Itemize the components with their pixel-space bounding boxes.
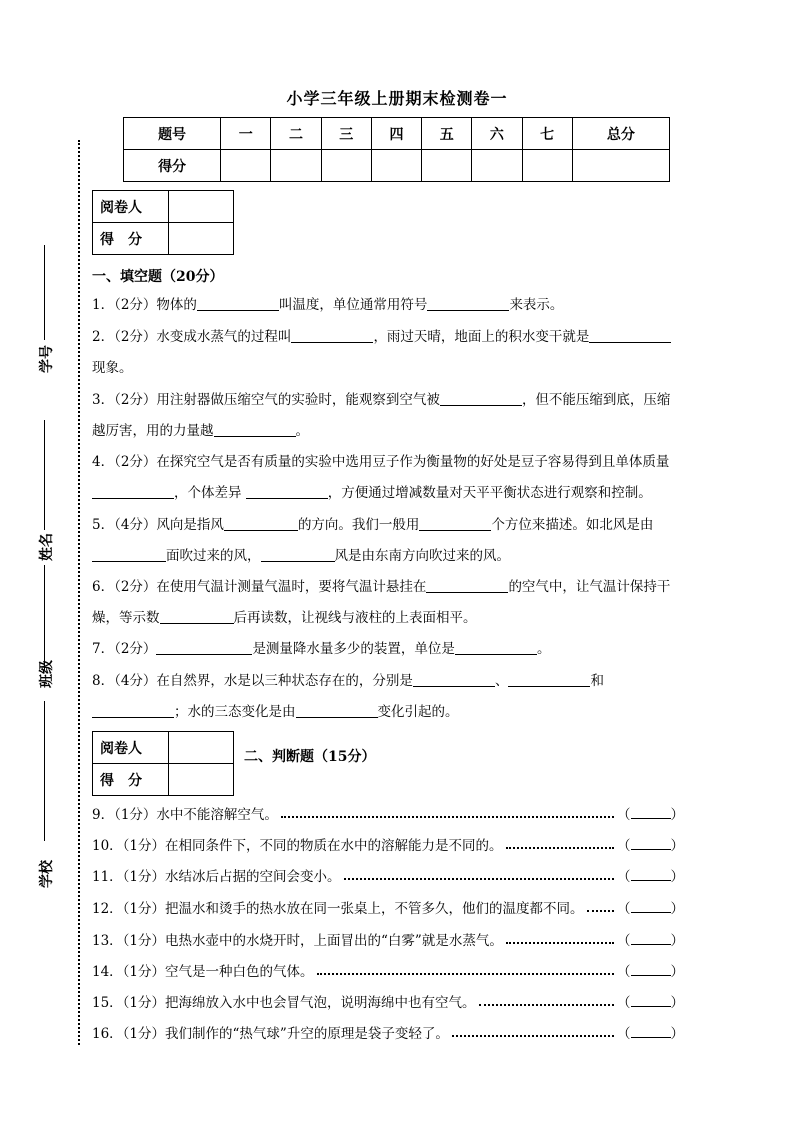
judge-item: 16．（1分）我们制作的“热气球”升空的原理是袋子变轻了。 （ ） [92, 1022, 684, 1042]
fill-blank[interactable] [156, 640, 252, 655]
header-cell: 题号 [124, 118, 221, 150]
leader-dots [479, 996, 614, 1006]
answer-blank[interactable] [631, 866, 671, 881]
side-field-class [28, 660, 62, 725]
fill-blank[interactable] [440, 391, 522, 406]
score-cell[interactable] [271, 150, 321, 182]
fill-blank[interactable] [413, 672, 495, 687]
answer-blank[interactable] [631, 898, 671, 913]
reviewer-box-1 [92, 190, 234, 255]
score-cell[interactable] [371, 150, 421, 182]
header-cell: 六 [472, 118, 522, 150]
fill-blank[interactable] [92, 484, 174, 499]
answer-blank[interactable] [631, 1023, 671, 1038]
header-cell: 二 [271, 118, 321, 150]
side-field-school [28, 860, 62, 905]
fill-blank[interactable] [224, 516, 298, 531]
fill-blank[interactable] [508, 672, 590, 687]
question-line: 燥，等示数 后再读数，让视线与液柱的上表面相平。 [92, 610, 477, 626]
score-cell[interactable] [169, 764, 234, 796]
score-table-score-row [124, 150, 670, 182]
leader-dots [506, 839, 614, 849]
fill-blank[interactable] [426, 578, 508, 593]
fill-blank[interactable] [455, 640, 537, 655]
underline [44, 420, 45, 530]
side-field-student-id [28, 245, 62, 380]
score-label: 得 分 [93, 764, 169, 796]
question-line: 5．（4分）风向是指风 的方向。我们一般用 个方位来描述。如北风是由 [92, 517, 654, 533]
question-line: 1．（2分）物体的 叫温度，单位通常用符号 来表示。 [92, 297, 564, 313]
score-cell[interactable] [422, 150, 472, 182]
side-label-name: 姓名 [39, 533, 55, 561]
fill-blank[interactable] [419, 516, 491, 531]
score-cell[interactable] [221, 150, 271, 182]
question-line: 越厉害，用的力量越 。 [92, 423, 309, 439]
fill-blank[interactable] [427, 296, 509, 311]
fill-blank[interactable] [92, 547, 166, 562]
side-label-school: 学校 [39, 860, 55, 888]
side-label-class: 班级 [39, 660, 55, 688]
fill-blank[interactable] [589, 328, 671, 343]
answer-blank[interactable] [631, 804, 671, 819]
fill-blank[interactable] [92, 703, 174, 718]
question-line: 7．（2分） 是测量降水量多少的装置，单位是 。 [92, 641, 551, 657]
header-cell: 总分 [572, 118, 669, 150]
reviewer-label: 阅卷人 [93, 732, 169, 764]
question-line: 3．（2分）用注射器做压缩空气的实验时，能观察到空气被 ，但不能压缩到底，压缩 [92, 392, 671, 408]
score-cell[interactable] [572, 150, 669, 182]
section1-title: 一、填空题（20分） [92, 269, 224, 285]
judge-item: 10．（1分）在相同条件下，不同的物质在水中的溶解能力是不同的。 （ ） [92, 834, 684, 854]
leader-dots [506, 934, 614, 944]
judge-item: 9．（1分）水中不能溶解空气。 （ ） [92, 803, 684, 823]
question-line: 2．（2分）水变成水蒸气的过程叫 ，雨过天晴，地面上的积水变干就是 [92, 325, 671, 345]
fill-blank[interactable] [261, 547, 335, 562]
fill-blank[interactable] [197, 296, 279, 311]
judge-item: 15．（1分）把海绵放入水中也会冒气泡，说明海绵中也有空气。 （ ） [92, 991, 684, 1011]
question-line: 6．（2分）在使用气温计测量气温时，要将气温计悬挂在 的空气中，让气温计保持干 [92, 579, 671, 595]
reviewer-cell[interactable] [169, 732, 234, 764]
fill-blank[interactable] [296, 703, 378, 718]
binding-dotted-line [78, 140, 80, 1045]
question-line: ；水的三态变化是由 变化引起的。 [92, 700, 459, 720]
page-title: 小学三年级上册期末检测卷一 [286, 89, 508, 108]
question-line: 4．（2分）在探究空气是否有质量的实验中选用豆子作为衡量物的好处是豆子容易得到且单体质量 [92, 454, 670, 470]
judge-item: 14．（1分）空气是一种白色的气体。 （ ） [92, 960, 684, 980]
leader-dots [317, 965, 614, 975]
underline [44, 565, 45, 670]
answer-blank[interactable] [631, 930, 671, 945]
judge-item: 12．（1分）把温水和烫手的热水放在同一张桌上，不管多久，他们的温度都不同。 （ ） [92, 897, 684, 917]
header-cell: 四 [371, 118, 421, 150]
reviewer-box-2 [92, 731, 234, 796]
fill-blank[interactable] [291, 328, 373, 343]
header-cell: 一 [221, 118, 271, 150]
judge-item: 13．（1分）电热水壶中的水烧开时，上面冒出的“白雾”就是水蒸气。 （ ） [92, 929, 684, 949]
score-table-header-row [124, 118, 670, 150]
fill-blank[interactable] [160, 609, 234, 624]
score-cell[interactable] [522, 150, 572, 182]
side-label-student-id: 学号 [39, 345, 55, 373]
answer-blank[interactable] [631, 992, 671, 1007]
question-line: ，个体差异 ，方便通过增减数量对天平平衡状态进行观察和控制。 [92, 481, 652, 501]
underline [44, 245, 45, 340]
answer-blank[interactable] [631, 835, 671, 850]
fill-blank[interactable] [214, 422, 296, 437]
score-cell[interactable] [472, 150, 522, 182]
header-cell: 五 [422, 118, 472, 150]
reviewer-label: 阅卷人 [93, 191, 169, 223]
score-cell[interactable] [321, 150, 371, 182]
header-cell: 七 [522, 118, 572, 150]
leader-dots [587, 902, 614, 912]
leader-dots [452, 1027, 614, 1037]
row-label: 得分 [124, 150, 221, 182]
fill-blank[interactable] [246, 484, 328, 499]
side-field-name [28, 420, 62, 575]
header-cell: 三 [321, 118, 371, 150]
underline [44, 701, 45, 841]
leader-dots [344, 870, 614, 880]
answer-blank[interactable] [631, 961, 671, 976]
judge-item: 11．（1分）水结冰后占据的空间会变小。 （ ） [92, 865, 684, 885]
question-line: 面吹过来的风， 风是由东南方向吹过来的风。 [92, 544, 510, 564]
section2-title: 二、判断题（15分） [244, 749, 376, 765]
question-line: 现象。 [92, 360, 133, 376]
question-line: 8．（4分）在自然界，水是以三种状态存在的，分别是 、 和 [92, 673, 604, 689]
reviewer-cell[interactable] [169, 191, 234, 223]
leader-dots [281, 808, 614, 818]
score-cell[interactable] [169, 223, 234, 255]
score-label: 得 分 [93, 223, 169, 255]
score-table [123, 117, 670, 182]
